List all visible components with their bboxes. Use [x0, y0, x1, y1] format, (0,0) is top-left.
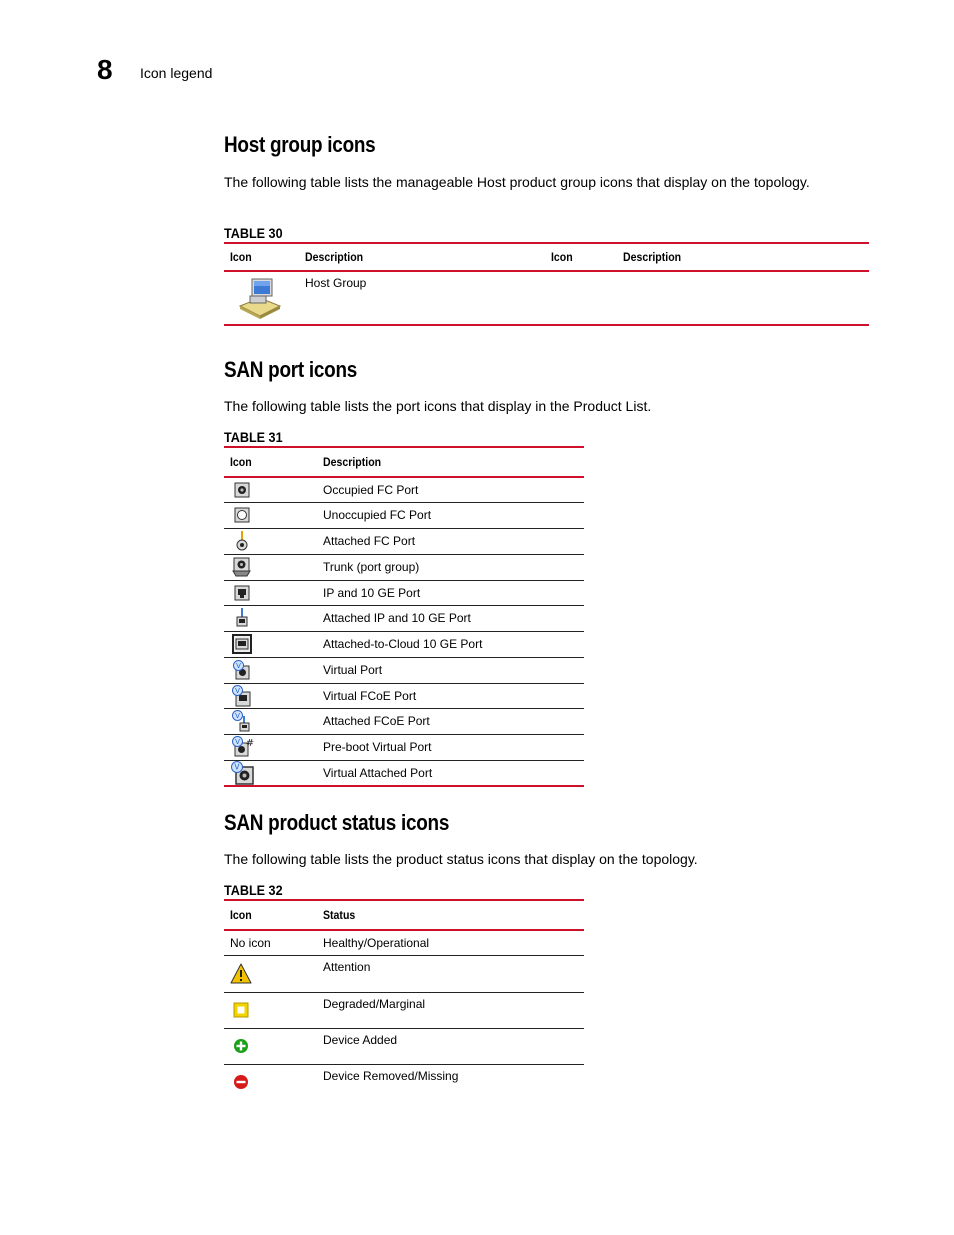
attached-ip-10ge-port-icon	[234, 608, 250, 628]
status-label: Device Removed/Missing	[323, 1068, 459, 1083]
svg-text:V: V	[235, 712, 240, 720]
svg-text:#: #	[245, 738, 254, 749]
host-group-section	[224, 132, 869, 326]
occupied-fc-port-icon	[234, 482, 250, 498]
table-row	[224, 992, 584, 1028]
table-row	[224, 708, 584, 734]
table-row	[224, 683, 584, 708]
column-header: Icon	[545, 243, 617, 271]
attention-icon	[230, 963, 252, 985]
san-port-section	[224, 357, 869, 787]
status-heading: SAN product status icons	[224, 810, 450, 835]
table-row	[224, 605, 584, 631]
table-header-row	[224, 243, 869, 271]
host-group-description: Host Group	[299, 271, 545, 325]
virtual-port-icon	[233, 660, 251, 680]
device-removed-icon	[233, 1074, 249, 1090]
table-row	[224, 734, 584, 760]
port-description: Pre-boot Virtual Port	[317, 734, 584, 760]
column-header: Icon	[224, 447, 317, 477]
column-header: Description	[617, 243, 869, 271]
status-section	[224, 810, 869, 1100]
port-description: Occupied FC Port	[317, 477, 584, 502]
chapter-title: Icon legend	[140, 65, 213, 81]
ip-10ge-port-icon	[234, 585, 250, 601]
table-32-caption: TABLE 32	[224, 882, 283, 898]
attached-to-cloud-10ge-port-icon	[232, 634, 252, 654]
table-row	[224, 657, 584, 683]
svg-text:V: V	[234, 762, 240, 772]
port-description: Virtual FCoE Port	[317, 683, 584, 708]
column-header: Description	[299, 243, 545, 271]
port-description: Trunk (port group)	[317, 554, 584, 580]
port-description: Virtual Port	[317, 657, 584, 683]
host-group-intro: The following table lists the manageable Host product group icons that display on the topology.	[224, 174, 810, 190]
svg-text:V: V	[235, 686, 240, 695]
table-row	[224, 554, 584, 580]
port-description: Attached IP and 10 GE Port	[317, 605, 584, 631]
status-label: Degraded/Marginal	[317, 992, 584, 1028]
port-description: Virtual Attached Port	[317, 760, 584, 786]
attached-fcoe-port-icon	[232, 710, 252, 732]
no-icon-label: No icon	[224, 930, 317, 955]
san-port-heading: SAN port icons	[224, 357, 358, 382]
port-description: Attached FC Port	[317, 528, 584, 554]
virtual-fcoe-port-icon	[232, 685, 252, 707]
port-description: IP and 10 GE Port	[317, 580, 584, 605]
host-group-heading: Host group icons	[224, 132, 376, 157]
table-row	[224, 580, 584, 605]
table-31-caption: TABLE 31	[224, 429, 283, 445]
device-added-icon	[233, 1038, 249, 1054]
chapter-number: 8	[97, 54, 113, 85]
status-label: Device Added	[317, 1028, 584, 1064]
table-row	[224, 271, 869, 325]
table-row	[224, 760, 584, 786]
table-header-row	[224, 447, 584, 477]
table-header-row	[224, 900, 584, 930]
pre-boot-virtual-port-icon	[232, 736, 254, 758]
port-description: Unoccupied FC Port	[317, 502, 584, 528]
status-label: Healthy/Operational	[317, 930, 584, 955]
san-port-intro: The following table lists the port icons that display in the Product List.	[224, 398, 652, 414]
table-30-caption: TABLE 30	[224, 225, 283, 241]
table-row	[224, 955, 584, 992]
degraded-icon	[233, 1002, 249, 1018]
table-row	[224, 502, 584, 528]
status-table	[224, 899, 584, 1100]
attached-fc-port-icon	[234, 531, 250, 551]
status-intro: The following table lists the product status icons that display on the topology.	[224, 851, 698, 867]
column-header: Icon	[224, 243, 299, 271]
table-row	[224, 477, 584, 502]
port-description: Attached FCoE Port	[317, 708, 584, 734]
san-port-table	[224, 446, 584, 787]
table-row	[224, 528, 584, 554]
table-row	[224, 631, 584, 657]
svg-text:V: V	[235, 738, 240, 746]
table-row	[224, 1028, 584, 1064]
trunk-port-group-icon	[232, 557, 252, 577]
unoccupied-fc-port-icon	[234, 507, 250, 523]
column-header: Status	[317, 900, 584, 930]
column-header: Description	[317, 447, 584, 477]
host-group-icon	[238, 276, 282, 320]
svg-text:V: V	[236, 662, 241, 670]
host-group-table	[224, 242, 869, 326]
status-label: Attention	[317, 955, 584, 992]
table-row	[224, 930, 584, 955]
column-header: Icon	[224, 900, 317, 930]
port-description: Attached-to-Cloud 10 GE Port	[317, 631, 584, 657]
virtual-attached-port-icon	[231, 761, 255, 785]
table-row	[224, 1064, 584, 1100]
